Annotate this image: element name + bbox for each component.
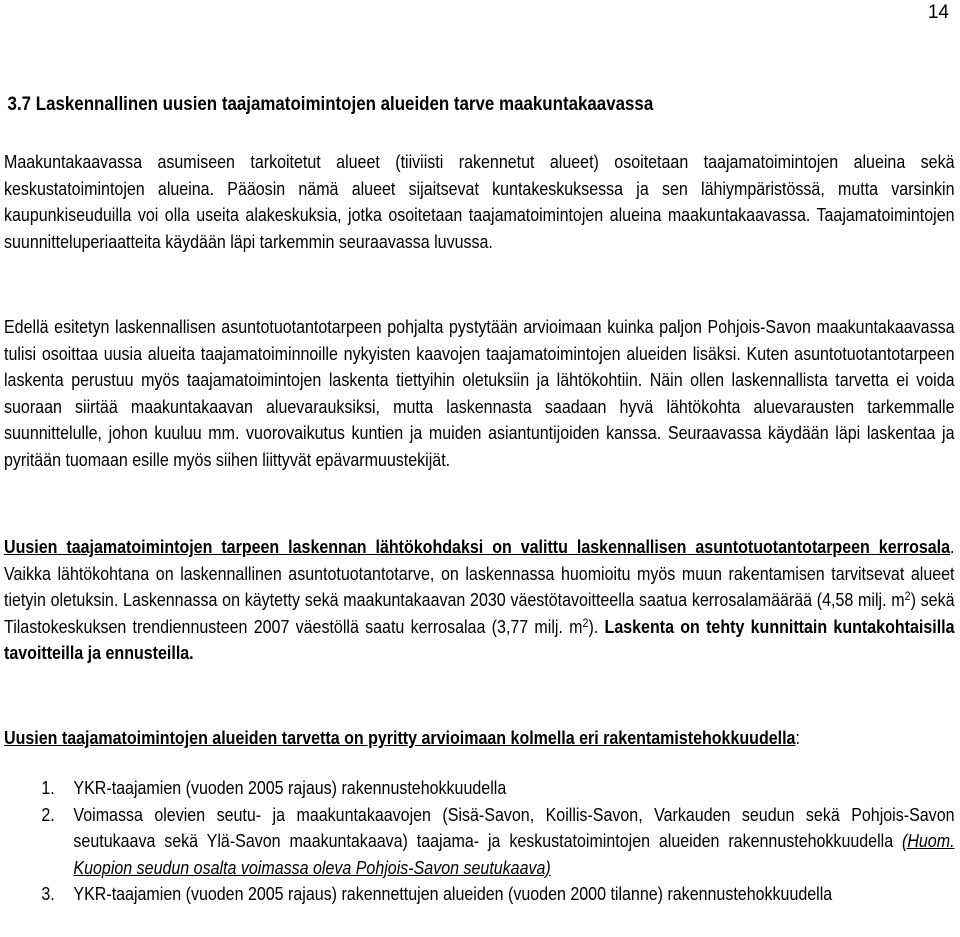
paragraph-1: Maakuntakaavassa asumiseen tarkoitetut alueet (tiiviisti rakennetut alueet) osoitetaan taajamatoimintojen alueina sekä keskustatoimintojen alueina. Pääosin nämä alueet sijaitsevat kuntakeskuksessa ja sen lähiympäristössä, mutta varsinkin kaupunkiseuduilla voi olla useita alakeskuksia, jotka osoitetaan taajamatoimintojen alueina maakuntakaavassa. Taajamatoimintojen suunnitteluperiaatteita käydään läpi tarkemmin seuraavassa luvussa.	[4, 152, 955, 252]
paragraph-3-lead-end: .	[950, 537, 955, 557]
list-item-number: 2.	[41, 804, 55, 825]
list-item-text: YKR-taajamien (vuoden 2005 rajaus) rakennustehokkuudella	[73, 778, 507, 798]
paragraph-4-end: :	[795, 728, 800, 748]
efficiency-list	[4, 775, 955, 908]
paragraph-3	[4, 534, 955, 667]
list-item-text: Voimassa olevien seutu- ja maakuntakaavojen (Sisä-Savon, Koillis-Savon, Varkauden seudun sekä Pohjois-Savon seutukaava sekä Ylä-Savon maakuntakaava) taajama- ja keskustatoimintojen alueiden rakennustehokkuudella	[73, 804, 955, 851]
page-number: 14	[927, 2, 949, 23]
list-item-number: 3.	[41, 884, 55, 904]
list-item-text: YKR-taajamien (vuoden 2005 rajaus) rakennettujen alueiden (vuoden 2000 tilanne) rakennustehokkuudella	[73, 884, 833, 904]
list-item-note: (Huom. Kuopion seudun osalta voimassa oleva Pohjois-Savon seutukaava)	[73, 831, 955, 878]
paragraph-3-bold-end: Laskenta on tehty kunnittain kuntakohtaisilla tavoitteilla ja ennusteilla.	[4, 616, 955, 663]
paragraph-2: Edellä esitetyn laskennallisen asuntotuotantotarpeen pohjalta pystytään arvioimaan kuinka paljon Pohjois-Savon maakuntakaavassa tulisi osoittaa uusia alueita taajamatoiminnoille nykyisten kaavojen taajamatoimintojen alueiden lisäksi. Kuten asuntotuotantotarpeen laskenta perustuu myös taajamatoimintojen laskenta tiettyihin oletuksiin ja lähtökohtiin. Näin ollen laskennallista tarvetta ei voida suoraan siirtää maakuntakaavan aluevarauksiksi, mutta laskennasta saadaan hyvä lähtökohta aluevarausten tarkemmalle suunnittelulle, johon kuuluu mm. vuorovaikutus kuntien ja muiden asiantuntijoiden kanssa. Seuraavassa käydään läpi laskentaa ja pyritään tuomaan esille myös siihen liittyvät epävarmuustekijät.	[4, 317, 955, 470]
superscript-2: 2	[904, 589, 911, 603]
paragraph-3-text-c: ).	[588, 616, 605, 637]
list-item	[4, 881, 955, 908]
list-item	[4, 802, 955, 882]
paragraph-4	[4, 725, 955, 752]
list-item-number: 1.	[41, 778, 55, 798]
paragraph-3-text-a: Vaikka lähtökohtana on laskennallinen asuntotuotantotarve, on laskennassa huomioitu myös muun rakentamisen tarvitsevat alueet tietyin oletuksin. Laskennassa on käytetty sekä maakuntakaavan 2030 väestötavoitteella saatua kerrosalamäärää (4,58 milj. m	[4, 563, 955, 610]
list-item	[4, 775, 955, 802]
superscript-2: 2	[582, 615, 589, 630]
section-heading: 3.7 Laskennallinen uusien taajamatoimintojen alueiden tarve maakuntakaavassa	[7, 94, 654, 115]
paragraph-3-lead: Uusien taajamatoimintojen tarpeen laskennan lähtökohdaksi on valittu laskennallisen asuntotuotantotarpeen kerrosala	[4, 537, 951, 557]
paragraph-3-text-b: ) sekä Tilastokeskuksen trendiennusteen 2007 väestöllä saatu kerrosalaa (3,77 milj. m	[4, 590, 955, 637]
paragraph-4-lead: Uusien taajamatoimintojen alueiden tarvetta on pyritty arvioimaan kolmella eri rakentamistehokkuudella	[4, 728, 796, 748]
